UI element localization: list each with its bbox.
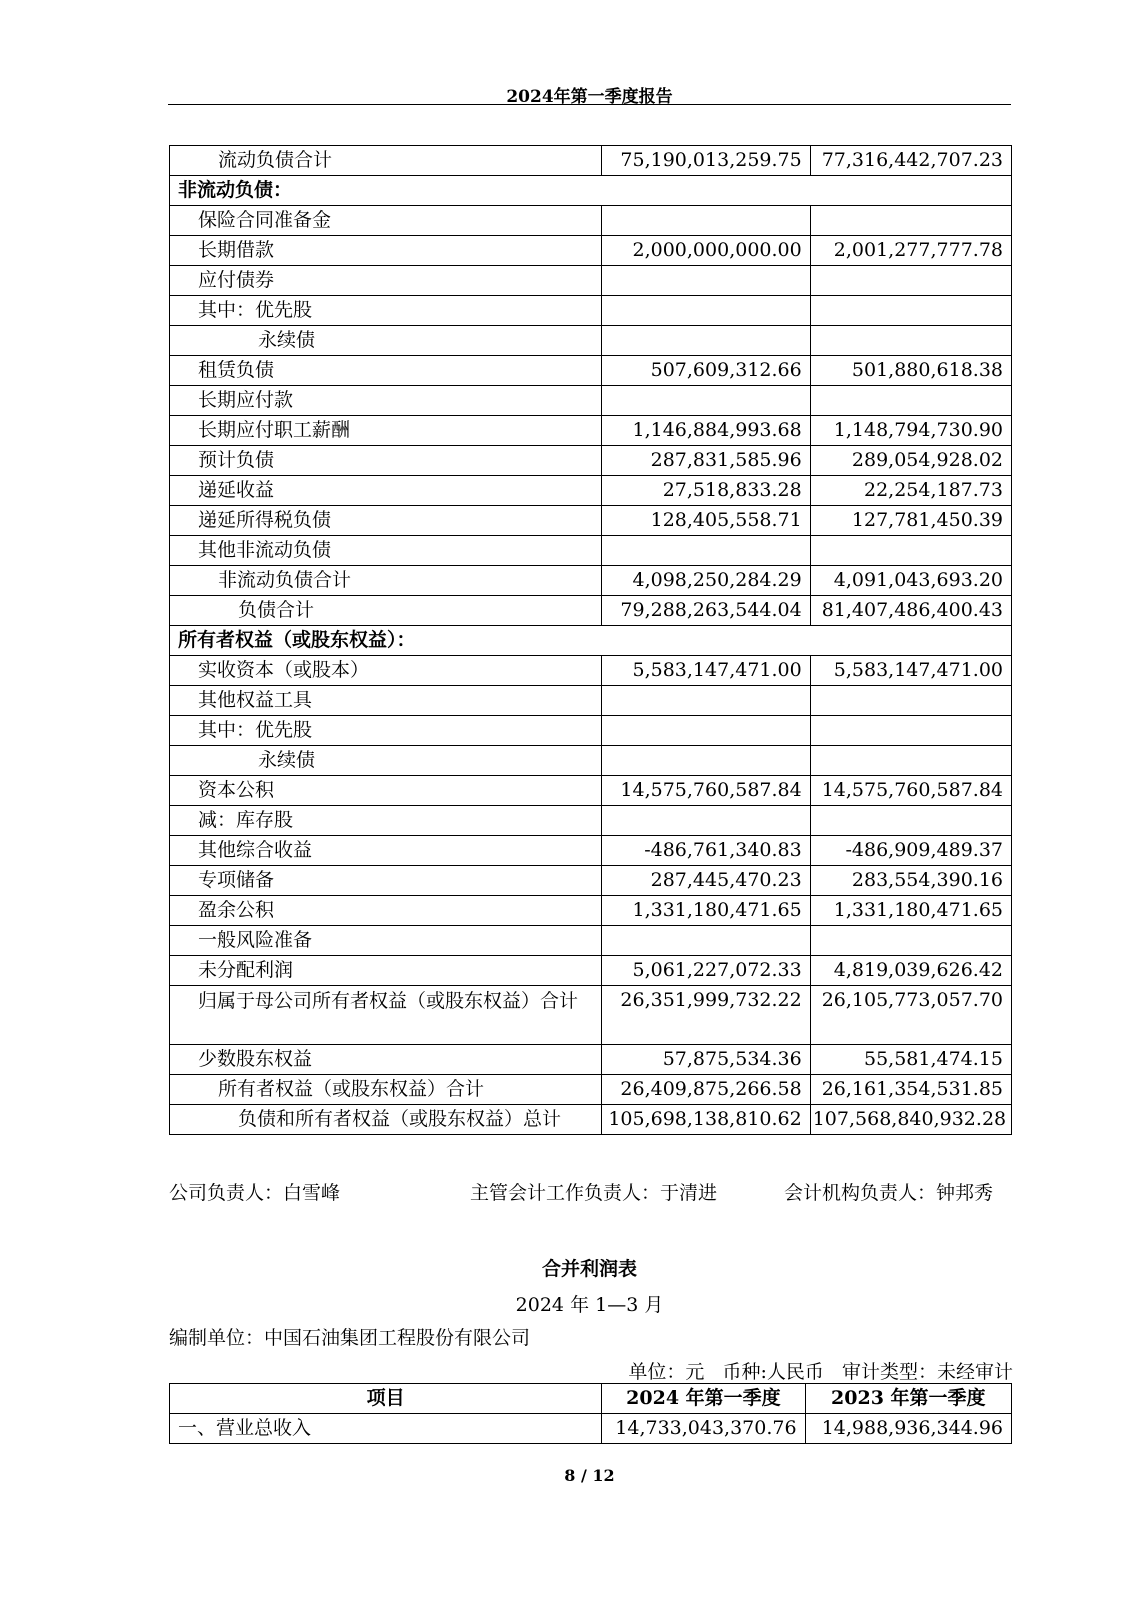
value-current: 105,698,138,810.62: [602, 1105, 810, 1135]
value-current: [602, 926, 810, 956]
unit-label: 单位：元: [628, 1361, 705, 1383]
row-label: 非流动负债：: [170, 176, 1012, 206]
value-current: 26,351,999,732.22: [602, 986, 810, 1045]
value-prior: 4,819,039,626.42: [810, 956, 1011, 986]
value-current: 5,061,227,072.33: [602, 956, 810, 986]
value-prior: 501,880,618.38: [810, 356, 1011, 386]
currency-label: 币种:人民币: [722, 1361, 824, 1383]
row-label: 永续债: [170, 746, 602, 776]
value-current: [602, 206, 810, 236]
value-prior: 2,001,277,777.78: [810, 236, 1011, 266]
value-prior: 22,254,187.73: [810, 476, 1011, 506]
value-current: [602, 326, 810, 356]
row-label: 所有者权益（或股东权益）：: [170, 626, 1012, 656]
table-row: [170, 266, 1012, 296]
value-prior: 1,331,180,471.65: [810, 896, 1011, 926]
value-current: 14,733,043,370.76: [602, 1414, 805, 1444]
value-prior: [810, 326, 1011, 356]
page-header-title: 2024年第一季度报告: [506, 87, 673, 107]
table-row: [170, 776, 1012, 806]
value-prior: [810, 536, 1011, 566]
table-row: [170, 1045, 1012, 1075]
value-prior: 81,407,486,400.43: [810, 596, 1011, 626]
value-prior: 77,316,442,707.23: [810, 146, 1011, 176]
accounting-org-head-signature: 会计机构负责人：钟邦秀: [784, 1182, 994, 1204]
row-label: 租赁负债: [170, 356, 602, 386]
row-label: 一、营业总收入: [170, 1414, 602, 1444]
value-current: 79,288,263,544.04: [602, 596, 810, 626]
value-prior: [810, 206, 1011, 236]
value-prior: -486,909,489.37: [810, 836, 1011, 866]
value-current: -486,761,340.83: [602, 836, 810, 866]
value-prior: [810, 746, 1011, 776]
income-statement-table: [169, 1383, 1012, 1444]
column-header-item: 项目: [170, 1384, 602, 1414]
compiler-unit: 编制单位：中国石油集团工程股份有限公司: [169, 1327, 531, 1349]
value-prior: 26,105,773,057.70: [810, 986, 1011, 1045]
row-label: 递延收益: [170, 476, 602, 506]
company-head-signature: 公司负责人：白雪峰: [169, 1182, 341, 1204]
value-prior: [810, 806, 1011, 836]
value-current: 287,445,470.23: [602, 866, 810, 896]
section-row: [170, 176, 1012, 206]
value-prior: 283,554,390.16: [810, 866, 1011, 896]
table-row: [170, 836, 1012, 866]
value-current: [602, 296, 810, 326]
value-prior: [810, 266, 1011, 296]
table-row: [170, 236, 1012, 266]
table-row: [170, 1414, 1012, 1444]
value-current: 287,831,585.96: [602, 446, 810, 476]
value-current: [602, 386, 810, 416]
table-row: [170, 896, 1012, 926]
header-divider: [168, 104, 1011, 105]
row-label: 负债合计: [170, 596, 602, 626]
row-label: 其中：优先股: [170, 716, 602, 746]
value-current: [602, 806, 810, 836]
row-label: 流动负债合计: [170, 146, 602, 176]
value-prior: [810, 926, 1011, 956]
table-row: [170, 656, 1012, 686]
value-prior: 127,781,450.39: [810, 506, 1011, 536]
table-row: [170, 596, 1012, 626]
income-statement-period: 2024 年 1—3 月: [515, 1294, 664, 1316]
income-statement-title: 合并利润表: [541, 1258, 637, 1280]
table-row: [170, 536, 1012, 566]
accounting-head-signature: 主管会计工作负责人：于清进: [470, 1182, 718, 1204]
table-row: [170, 566, 1012, 596]
row-label: 其他综合收益: [170, 836, 602, 866]
column-header-current: 2024 年第一季度: [602, 1384, 805, 1414]
value-current: 507,609,312.66: [602, 356, 810, 386]
section-row: [170, 626, 1012, 656]
row-label: 专项储备: [170, 866, 602, 896]
row-label: 其中：优先股: [170, 296, 602, 326]
value-current: [602, 716, 810, 746]
row-label: 长期应付职工薪酬: [170, 416, 602, 446]
row-label: 未分配利润: [170, 956, 602, 986]
table-row: [170, 1075, 1012, 1105]
row-label: 所有者权益（或股东权益）合计: [170, 1075, 602, 1105]
column-header-prior: 2023 年第一季度: [805, 1384, 1011, 1414]
row-label: 归属于母公司所有者权益（或股东权益）合计: [170, 986, 602, 1045]
value-current: [602, 686, 810, 716]
row-label: 长期借款: [170, 236, 602, 266]
row-label: 减：库存股: [170, 806, 602, 836]
row-label: 非流动负债合计: [170, 566, 602, 596]
row-label: 其他非流动负债: [170, 536, 602, 566]
row-label: 保险合同准备金: [170, 206, 602, 236]
table-row: [170, 416, 1012, 446]
page-number: 8 / 12: [564, 1466, 615, 1485]
value-prior: 289,054,928.02: [810, 446, 1011, 476]
value-current: [602, 266, 810, 296]
value-current: 5,583,147,471.00: [602, 656, 810, 686]
table-row: [170, 956, 1012, 986]
table-row: [170, 476, 1012, 506]
row-label: 负债和所有者权益（或股东权益）总计: [170, 1105, 602, 1135]
audit-type-label: 审计类型：未经审计: [841, 1361, 1013, 1383]
value-prior: 26,161,354,531.85: [810, 1075, 1011, 1105]
table-row: [170, 506, 1012, 536]
table-row: [170, 806, 1012, 836]
table-row: [170, 746, 1012, 776]
row-label: 少数股东权益: [170, 1045, 602, 1075]
balance-sheet-table: [169, 145, 1012, 1135]
table-row: [170, 866, 1012, 896]
value-prior: [810, 686, 1011, 716]
value-current: 128,405,558.71: [602, 506, 810, 536]
table-row: [170, 146, 1012, 176]
table-row: [170, 686, 1012, 716]
value-prior: 107,568,840,932.28: [810, 1105, 1011, 1135]
unit-line: [628, 1357, 1013, 1384]
table-row: [170, 296, 1012, 326]
value-current: 1,331,180,471.65: [602, 896, 810, 926]
value-prior: [810, 716, 1011, 746]
value-current: 75,190,013,259.75: [602, 146, 810, 176]
value-prior: 14,575,760,587.84: [810, 776, 1011, 806]
value-prior: 5,583,147,471.00: [810, 656, 1011, 686]
value-prior: 4,091,043,693.20: [810, 566, 1011, 596]
row-label: 一般风险准备: [170, 926, 602, 956]
value-current: [602, 536, 810, 566]
value-current: 2,000,000,000.00: [602, 236, 810, 266]
row-label: 永续债: [170, 326, 602, 356]
value-prior: [810, 386, 1011, 416]
row-label: 资本公积: [170, 776, 602, 806]
income-header-row: [170, 1384, 1012, 1414]
value-prior: 1,148,794,730.90: [810, 416, 1011, 446]
table-row: [170, 206, 1012, 236]
value-current: 1,146,884,993.68: [602, 416, 810, 446]
row-label: 预计负债: [170, 446, 602, 476]
value-current: 14,575,760,587.84: [602, 776, 810, 806]
table-row: [170, 926, 1012, 956]
row-label: 其他权益工具: [170, 686, 602, 716]
table-row: [170, 356, 1012, 386]
value-prior: 55,581,474.15: [810, 1045, 1011, 1075]
table-row: [170, 386, 1012, 416]
table-row: [170, 446, 1012, 476]
value-prior: 14,988,936,344.96: [805, 1414, 1011, 1444]
value-current: [602, 746, 810, 776]
value-current: 57,875,534.36: [602, 1045, 810, 1075]
row-label: 盈余公积: [170, 896, 602, 926]
table-row: [170, 986, 1012, 1045]
value-current: 4,098,250,284.29: [602, 566, 810, 596]
row-label: 递延所得税负债: [170, 506, 602, 536]
value-current: 26,409,875,266.58: [602, 1075, 810, 1105]
row-label: 应付债券: [170, 266, 602, 296]
row-label: 长期应付款: [170, 386, 602, 416]
table-row: [170, 326, 1012, 356]
table-row: [170, 716, 1012, 746]
table-row: [170, 1105, 1012, 1135]
value-prior: [810, 296, 1011, 326]
row-label: 实收资本（或股本）: [170, 656, 602, 686]
value-current: 27,518,833.28: [602, 476, 810, 506]
